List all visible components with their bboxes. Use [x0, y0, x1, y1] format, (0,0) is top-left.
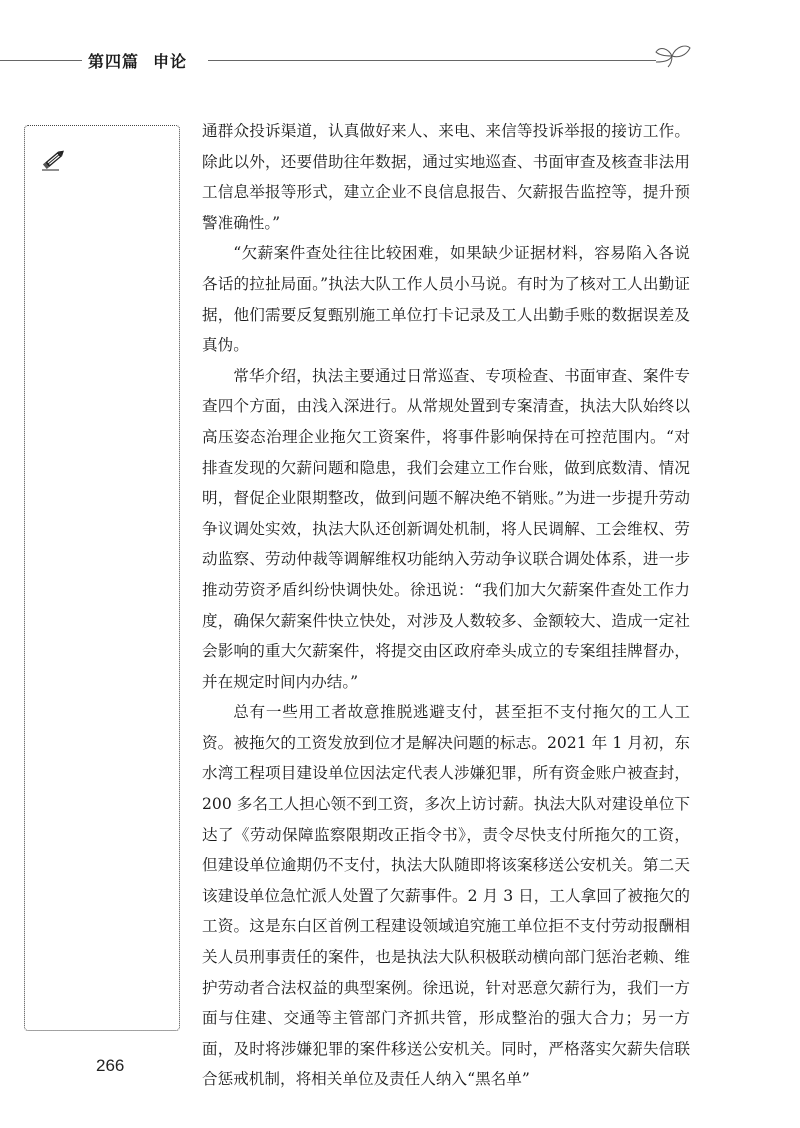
notes-margin-box: [24, 125, 180, 1031]
sprout-icon: [652, 40, 692, 76]
pencil-icon: [39, 144, 69, 174]
body-text: [202, 116, 690, 1095]
header-title: [88, 49, 187, 72]
header-subject: 申论: [153, 52, 188, 71]
running-header: [0, 40, 800, 80]
paragraph-1: 通群众投诉渠道，认真做好来人、来电、来信等投诉举报的接访工作。除此以外，还要借助往年数据，通过实地巡查、书面审查及核查非法用工信息举报等形式，建立企业不良信息报告、欠薪报告监控等，提升预警准确性。”: [202, 122, 690, 232]
paragraph-3: 常华介绍，执法主要通过日常巡查、专项检查、书面审查、案件专查四个方面，由浅入深进行。从常规处置到专案清查，执法大队始终以高压姿态治理企业拖欠工资案件，将事件影响保持在可控范围内。“对排查发现的欠薪问题和隐患，我们会建立工作台账，做到底数清、情况明，督促企业限期整改，做到问题不解决绝不销账。”为进一步提升劳动争议调处实效，执法大队还创新调处机制，将人民调解、工会维权、劳动监察、劳动仲裁等调解维权功能纳入劳动争议联合调处体系，进一步推动劳资矛盾纠纷快调快处。徐迅说：“我们加大欠薪案件查处工作力度，确保欠薪案件快立快处，对涉及人数较多、金额较大、造成一定社会影响的重大欠薪案件，将提交由区政府牵头成立的专案组挂牌督办，并在规定时间内办结。”: [202, 366, 690, 691]
header-rule-right: [208, 60, 656, 61]
header-part: 第四篇: [88, 52, 140, 71]
header-rule-left: [0, 60, 82, 61]
page-number: 266: [96, 1056, 125, 1075]
paragraph-4: 总有一些用工者故意推脱逃避支付，甚至拒不支付拖欠的工人工资。被拖欠的工资发放到位才是解决问题的标志。2021 年 1 月初，东水湾工程项目建设单位因法定代表人涉嫌犯罪，所有资金账户被查封，200 多名工人担心领不到工资，多次上访讨薪。执法大队对建设单位下达了《劳动保障监察限期改正指令书》，责令尽快支付所拖欠的工资，但建设单位逾期仍不支付，执法大队随即将该案移送公安机关。第二天该建设单位急忙派人处置了欠薪事件。2 月 3 日，工人拿回了被拖欠的工资。这是东白区首例工程建设领域追究施工单位拒不支付劳动报酬相关人员刑事责任的案件，也是执法大队积极联动横向部门惩治老赖、维护劳动者合法权益的典型案例。徐迅说，针对恶意欠薪行为，我们一方面与住建、交通等主管部门齐抓共管，形成整治的强大合力；另一方面，及时将涉嫌犯罪的案件移送公安机关。同时，严格落实欠薪失信联合惩戒机制，将相关单位及责任人纳入“黑名单”: [202, 703, 690, 1089]
paragraph-2: “欠薪案件查处往往比较困难，如果缺少证据材料，容易陷入各说各话的拉扯局面。”执法大队工作人员小马说。有时为了核对工人出勤证据，他们需要反复甄别施工单位打卡记录及工人出勤手账的数据误差及真伪。: [202, 244, 690, 355]
